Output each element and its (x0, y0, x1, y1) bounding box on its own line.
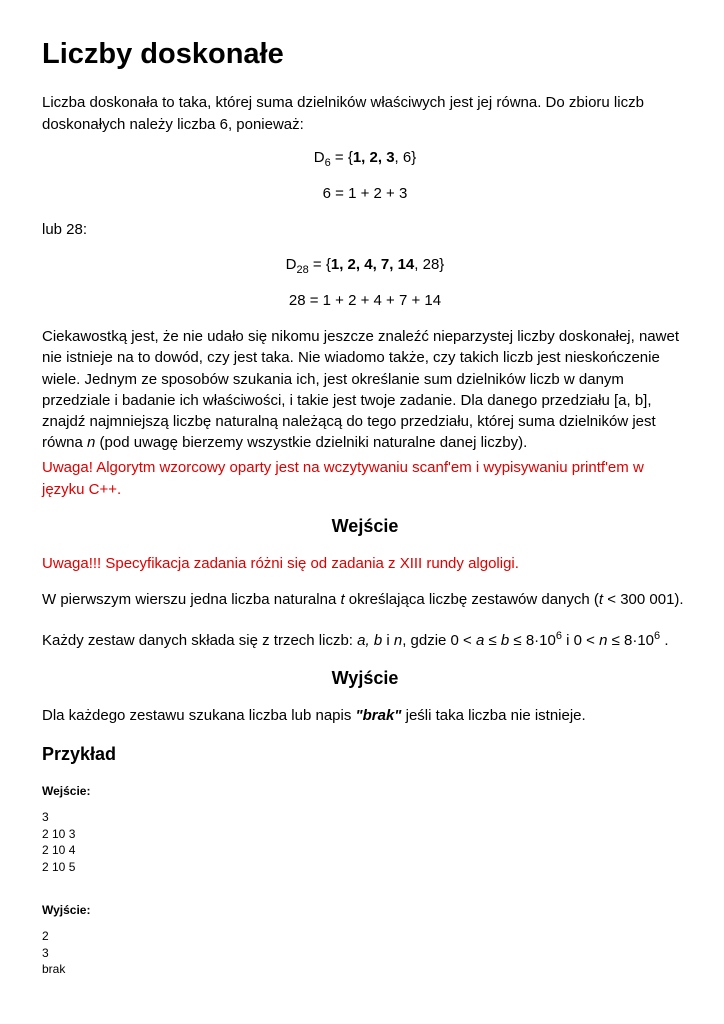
input-line-2-vars: a, b (357, 632, 383, 649)
output-heading: Wyjście (331, 668, 399, 688)
input-line-1-b: określająca liczbę zestawów danych ( (344, 591, 599, 608)
d6-open: = { (330, 149, 353, 166)
input-line-1-c: < 300 001). (603, 591, 684, 608)
input-line-2-b: i (382, 632, 394, 649)
warning-scanf: Uwaga! Algorytm wzorcowy oparty jest na wczytywaniu scanf'em i wypisywaniu printf'em w języku C++. (42, 459, 644, 498)
output-line-brak: "brak" (355, 707, 402, 724)
sum28-formula: 28 = 1 + 2 + 4 + 7 + 14 (288, 292, 442, 309)
example-input-line: 3 (42, 810, 49, 824)
input-line-2-f: i 0 < (561, 632, 600, 649)
input-line-1-a: W pierwszym wierszu jedna liczba naturalna (42, 591, 341, 608)
d28-symbol: D (285, 256, 297, 273)
input-line-2-g: ≤ 8·10 (607, 632, 655, 649)
example-output-line: 3 (42, 945, 49, 960)
example-output-line: 2 (42, 929, 49, 943)
input-line-2-c: , gdzie 0 < (402, 632, 476, 649)
example-heading: Przykład (42, 744, 117, 764)
output-line-b: jeśli taka liczba nie istnieje. (401, 707, 586, 724)
example-output-block (42, 928, 65, 978)
input-line-2-d: ≤ (484, 632, 501, 649)
example-input-line: 2 10 4 (42, 843, 76, 857)
d28-index: 28 (296, 264, 309, 276)
input-heading: Wejście (331, 516, 399, 536)
output-line (42, 705, 688, 727)
d6-symbol: D (313, 149, 325, 166)
example-output-line: brak (42, 962, 66, 976)
intro-paragraph: Liczba doskonała to taka, której suma dzielników właściwych jest jej równa. Do zbioru liczb doskonałych należy liczba 6, ponieważ: (42, 94, 644, 133)
input-line-1-var-t2: t (598, 591, 604, 608)
d28-formula (42, 254, 688, 281)
input-line-2-e: ≤ 8·10 (509, 632, 556, 649)
input-line-2-h: . (660, 632, 669, 649)
curiosity-var-n: n (87, 434, 96, 452)
example-input-line: 2 10 5 (42, 859, 76, 874)
input-line-2-var-b: b (500, 632, 510, 649)
d6-rest: , 6} (394, 149, 417, 166)
input-line-1 (42, 589, 688, 611)
d28-bold-divisors: 1, 2, 4, 7, 14 (330, 256, 415, 273)
input-line-2-a: Każdy zestaw danych składa się z trzech liczb: (42, 632, 358, 649)
curiosity-text: Ciekawostką jest, że nie udało się nikomu jeszcze znaleźć nieparzystej liczby doskonałej, nawet nie istnieje na to dowód, czy jest taka. Nie wiadomo także, czy takich liczb jest nieskończenie wiele. Jednym ze sposobów szukania ich, jest określanie sum dzielników liczb w danym przedziale i badanie ich właściwości, i takie jest twoje zadanie. Dla danego przedziału [a, b], znajdź najmniejszą liczbę naturalną należącą do tego przedziału, której suma dzielników jest równa (42, 328, 679, 452)
d6-formula (42, 147, 688, 174)
example-input-label: Wejście: (42, 784, 91, 798)
d28-open: = { (308, 256, 331, 273)
curiosity-paragraph (42, 326, 688, 454)
input-line-2-var-n2: n (599, 632, 608, 649)
input-line-2-var-a: a (476, 632, 485, 649)
d6-bold-divisors: 1, 2, 3 (352, 149, 395, 166)
output-line-a: Dla każdego zestawu szukana liczba lub napis (42, 707, 356, 724)
input-line-2-var-n: n (393, 632, 403, 649)
example-input-line: 2 10 3 (42, 826, 76, 841)
example-output-label: Wyjście: (42, 903, 91, 917)
example-input-block (42, 809, 75, 875)
d6-index: 6 (324, 157, 331, 169)
sum6-formula: 6 = 1 + 2 + 3 (322, 185, 408, 202)
or28-text: lub 28: (42, 221, 88, 238)
input-line-2-exp1: 6 (555, 630, 562, 642)
warning-spec: Uwaga!!! Specyfikacja zadania różni się od zadania z XIII rundy algoligi. (42, 555, 519, 572)
curiosity-end: (pod uwagę bierzemy wszystkie dzielniki naturalne danej liczby). (95, 434, 528, 452)
d28-rest: , 28} (414, 256, 445, 273)
input-line-2 (42, 625, 688, 652)
input-line-1-var-t: t (340, 591, 345, 608)
input-line-2-exp2: 6 (654, 630, 661, 642)
page-title: Liczby doskonałe (42, 38, 284, 70)
